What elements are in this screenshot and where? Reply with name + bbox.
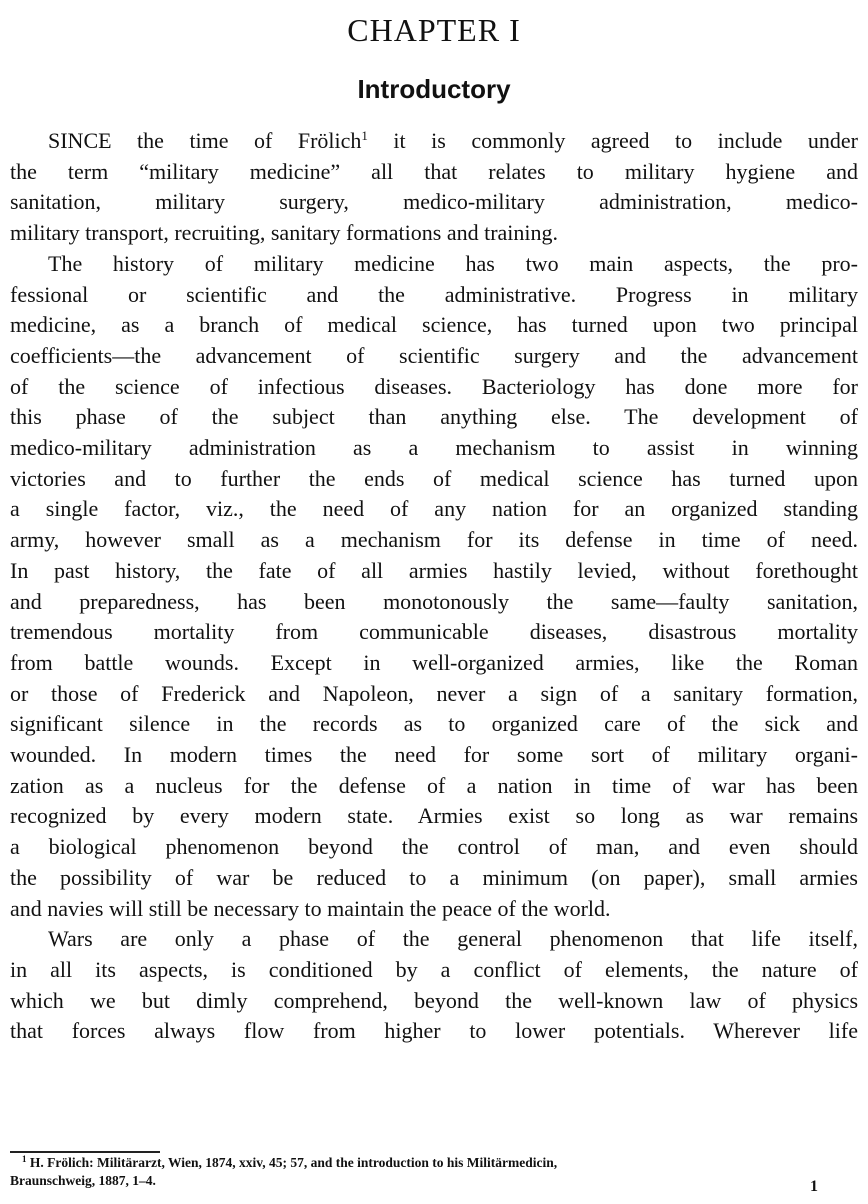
text-line: medico-military administration as a mechanism to assist in winning [10, 435, 858, 461]
footnote-text: H. Frölich: Militärarzt, Wien, 1874, xxiv, 45; 57, and the introduction to his Militärmedicin, [29, 1155, 558, 1170]
text-line: the term “military medicine” all that relates to military hygiene and [10, 158, 858, 184]
text-line: which we but dimly comprehend, beyond the well-known law of physics [10, 987, 858, 1013]
text-line [10, 126, 858, 157]
footnote-line [10, 1154, 858, 1172]
chapter-subtitle: Introductory [357, 74, 511, 104]
text-line: Wars are only a phase of the general phenomenon that life itself, [48, 926, 858, 952]
text-line: tremendous mortality from communicable diseases, disastrous mortality [10, 619, 858, 645]
text-line: zation as a nucleus for the defense of a nation in time of war has been [10, 772, 858, 798]
page-number: 1 [810, 1178, 818, 1195]
text-line: a biological phenomenon beyond the control of man, and even should [10, 834, 858, 860]
text-line: this phase of the subject than anything else. The development of [10, 404, 858, 430]
text-line: that forces always flow from higher to lower potentials. Wherever life [10, 1018, 858, 1044]
text-line: significant silence in the records as to organized care of the sick and [10, 711, 858, 737]
paragraph-2 [10, 249, 858, 924]
text-line: and preparedness, has been monotonously the same—faulty sanitation, [10, 588, 858, 614]
text-line: In past history, the fate of all armies hastily levied, without forethought [10, 557, 858, 583]
text-line: victories and to further the ends of medical science has turned upon [10, 465, 858, 491]
text-fragment: SINCE the time of Frölich [48, 128, 362, 153]
text-line: from battle wounds. Except in well-organized armies, like the Roman [10, 649, 858, 675]
text-line: army, however small as a mechanism for its defense in time of need. [10, 527, 858, 553]
text-line: of the science of infectious diseases. Bacteriology has done more for [10, 373, 858, 399]
text-fragment: it is commonly agreed to include under [367, 128, 858, 153]
footnote-line: Braunschweig, 1887, 1–4. [10, 1173, 156, 1188]
text-line: wounded. In modern times the need for some sort of military organi- [10, 742, 858, 768]
text-line: and navies will still be necessary to maintain the peace of the world. [10, 895, 611, 921]
paragraph-3 [10, 924, 858, 1047]
body-text [10, 126, 858, 1047]
footnote-reference: 1 [361, 128, 368, 143]
text-line: a single factor, viz., the need of any nation for an organized standing [10, 496, 858, 522]
text-line: medicine, as a branch of medical science, has turned upon two principal [10, 312, 858, 338]
text-line: the possibility of war be reduced to a minimum (on paper), small armies [10, 864, 858, 890]
paragraph-1 [10, 126, 858, 249]
footnote [10, 1154, 858, 1190]
text-line: in all its aspects, is conditioned by a conflict of elements, the nature of [10, 956, 858, 982]
text-line: military transport, recruiting, sanitary formations and training. [10, 220, 559, 246]
text-line: recognized by every modern state. Armies exist so long as war remains [10, 803, 858, 829]
text-line: fessional or scientific and the administrative. Progress in military [10, 281, 858, 307]
text-line: sanitation, military surgery, medico-military administration, medico- [10, 189, 858, 215]
chapter-heading: CHAPTER I [347, 12, 521, 48]
text-line: The history of military medicine has two main aspects, the pro- [48, 250, 858, 276]
footnote-divider [10, 1151, 160, 1153]
text-line: coefficients—the advancement of scientific surgery and the advancement [10, 342, 858, 368]
text-line: or those of Frederick and Napoleon, never a sign of a sanitary formation, [10, 680, 858, 706]
footnote-mark: 1 [22, 1154, 27, 1164]
